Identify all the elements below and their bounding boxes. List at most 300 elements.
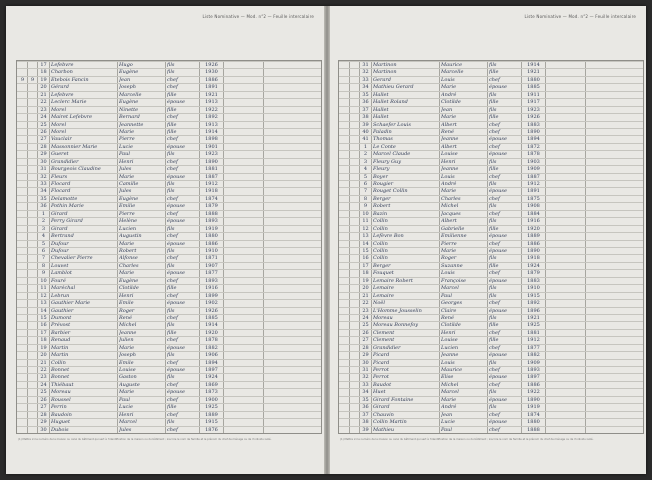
person-number-cell: 3 [41,225,46,232]
first-name-cell: Jeannette [119,121,144,128]
surname-cell: Picard [373,352,390,359]
situation-cell: épouse [167,300,185,307]
surname-cell: Thiébaut [51,381,74,388]
situation-cell: épouse [489,248,507,254]
person-number-cell: 10 [362,210,369,217]
situation-cell: fils [489,218,497,225]
surname-cell: Mairet Lefebvre [51,114,93,121]
first-name-cell: André [441,181,457,188]
register-row [17,426,321,434]
situation-cell: fille [489,166,499,173]
situation-cell: fils [167,419,175,426]
situation-cell: épouse [489,419,507,426]
person-number-cell: 27 [40,404,47,411]
birth-year-cell: 1913 [205,99,218,106]
person-number-cell: 16 [362,255,369,262]
birth-year-cell: 1917 [527,99,540,106]
person-number-cell: 31 [362,367,369,374]
person-number-cell: 27 [362,337,369,344]
situation-cell: fille [489,69,499,76]
person-number-cell: 10 [40,277,47,284]
birth-year-cell: 1885 [205,314,218,321]
surname-cell: Le Conte [373,143,396,150]
surname-cell: Dufour [51,248,69,254]
person-number-cell: 34 [362,84,369,91]
first-name-cell: Emile [119,359,134,366]
birth-year-cell: 1874 [205,195,218,202]
person-number-cell: 14 [362,240,369,247]
person-number-cell: 39 [362,121,369,128]
birth-year-cell: 1909 [527,166,540,173]
birth-year-cell: 1923 [527,106,540,113]
person-number-cell: 4 [363,166,368,173]
situation-cell: épouse [489,233,507,240]
person-number-cell: 15 [40,314,47,321]
person-number-cell: 24 [40,114,47,121]
person-number-cell: 36 [40,203,47,210]
person-number-cell: 9 [363,203,368,210]
situation-cell: chef [167,210,178,217]
situation-cell: chef [167,76,178,83]
birth-year-cell: 1897 [205,367,218,374]
surname-cell: Picard [373,359,390,366]
first-name-cell: Bernard [119,114,140,121]
person-number-cell: 37 [362,411,369,418]
birth-year-cell: 1900 [205,396,218,403]
surname-cell: Schaefer Louis [373,121,411,128]
first-name-cell: Marcel [119,419,137,426]
right-footer-note: (1) Mettre ici le numéro de la maison ou celui du bâtiment qui sert à l'identification de la maison ou du bâtiment ; inscrire le nom de famille et le prénom du chef de ménage ou de l'individu isolé. [340,438,594,441]
birth-year-cell: 1922 [527,389,540,396]
person-number-cell: 3 [363,158,368,165]
surname-cell: Leclerc Marie [51,99,87,106]
surname-cell: Baudot [373,381,392,388]
first-name-cell: Lucie [119,404,133,411]
first-name-cell: René [441,128,454,135]
situation-cell: fille [489,99,499,106]
birth-year-cell: 1893 [527,367,540,374]
person-number-cell: 28 [362,344,369,351]
first-name-cell: René [119,314,132,321]
person-number-cell: 18 [40,337,47,344]
first-name-cell: Joseph [119,352,136,359]
person-number-cell: 36 [362,99,369,106]
person-number-cell: 37 [362,106,369,113]
person-number-cell: 5 [363,173,368,180]
birth-year-cell: 1909 [527,359,540,366]
surname-cell: Chevalier Pierre [51,255,93,262]
first-name-cell: Roger [119,307,135,314]
surname-cell: Vauclair [51,136,72,143]
situation-cell: fils [489,359,497,366]
nationality-cell [225,427,262,434]
person-number-cell: 27 [40,136,47,143]
first-name-cell: Louis [441,76,455,83]
first-name-cell: Charles [119,262,139,269]
binding-gutter [324,6,330,474]
surname-cell: Baudoin [51,411,72,418]
situation-cell: épouse [489,151,507,158]
birth-year-cell: 1919 [205,225,218,232]
birth-year-cell: 1894 [527,136,540,143]
first-name-cell: Pierre [119,136,135,143]
situation-cell: fille [167,404,177,411]
situation-cell: fils [167,188,175,195]
person-number-cell: 28 [40,143,47,150]
person-number-cell: 14 [40,307,47,314]
birth-year-cell: 1921 [205,91,218,98]
person-number-cell: 30 [40,426,47,433]
surname-cell: Fouquet [373,270,394,277]
first-name-cell: Marie [119,173,135,180]
profession-cell [587,427,642,434]
surname-cell: Huet [373,389,386,396]
situation-cell: fils [489,389,497,396]
birth-year-cell: 1915 [527,292,540,299]
situation-cell: fille [167,329,177,336]
surname-cell: Lemaire [373,292,394,299]
situation-cell: chef [167,255,178,262]
first-name-cell: Charles [441,195,461,202]
surname-cell: Rouget Collin [373,188,408,195]
surname-cell: Morel [51,106,67,113]
person-number-cell: 15 [362,248,369,254]
household-number-cell: 9 [30,76,35,83]
surname-cell: Moreau [373,314,393,321]
birth-year-cell: 1897 [527,374,540,381]
person-number-cell: 26 [40,396,47,403]
birth-year-cell: 1892 [527,300,540,307]
person-number-cell: 20 [40,84,47,91]
surname-cell: Collin [373,255,388,262]
situation-cell: épouse [167,270,185,277]
person-number-cell: 21 [40,359,47,366]
person-number-cell: 16 [40,322,47,329]
person-number-cell: 17 [40,62,47,68]
situation-cell: chef [489,344,500,351]
surname-cell: Massonnier Marie [51,143,98,150]
person-number-cell: 19 [362,277,369,284]
surname-cell: L'Homme Jousselin [373,307,422,314]
situation-cell: fils [167,62,175,68]
person-number-cell: 32 [40,173,47,180]
person-number-cell: 7 [41,255,46,262]
person-number-cell: 33 [362,381,369,388]
surname-cell: Renaud [51,337,71,344]
surname-cell: Dufour [51,240,69,247]
person-number-cell: 2 [41,218,46,225]
first-name-cell: Louis [441,270,455,277]
situation-cell: fils [167,69,175,76]
surname-cell: Marcel Claude [373,151,411,158]
surname-cell: Prévost [51,322,71,329]
situation-cell: épouse [167,143,185,150]
first-name-cell: Albert [441,143,457,150]
birth-year-cell: 1907 [205,262,218,269]
first-name-cell: René [441,314,454,321]
situation-cell: épouse [167,173,185,180]
situation-cell: fille [489,262,499,269]
household-number-cell [351,427,358,434]
surname-cell: Bertrand [51,233,74,240]
birth-year-cell: 1912 [527,181,540,188]
birth-year-cell: 1891 [205,84,218,91]
surname-cell: Lefebvre [51,62,74,68]
birth-year-cell: 1894 [205,359,218,366]
birth-year-cell: 1882 [205,344,218,351]
surname-cell: Lebrun [51,292,70,299]
situation-cell: chef [489,210,500,217]
situation-cell: chef [167,411,178,418]
birth-year-cell: 1885 [527,84,540,91]
situation-cell: chef [489,128,500,135]
person-number-cell: 26 [362,329,369,336]
situation-cell: chef [167,426,178,433]
surname-cell: Mathieu Gerard [373,84,414,91]
situation-cell: fils [167,225,175,232]
surname-cell: Clement [373,329,395,336]
first-name-cell: Albert [441,218,457,225]
first-name-cell: Louis [441,173,455,180]
first-name-cell: Marcelle [119,91,142,98]
situation-cell: chef [489,173,500,180]
birth-year-cell: 1896 [527,307,540,314]
birth-year-cell: 1890 [527,396,540,403]
birth-year-cell: 1881 [527,329,540,336]
first-name-cell: Jules [119,426,132,433]
situation-cell: chef [167,233,178,240]
surname-cell: Flocard [51,188,71,195]
first-name-cell: Jeanne [441,352,459,359]
birth-year-cell: 1918 [205,188,218,195]
person-number-cell: 33 [40,181,47,188]
person-number-cell: 13 [362,233,369,240]
person-number-cell: 25 [362,322,369,329]
situation-cell: chef [489,195,500,202]
person-number-cell: 22 [40,367,47,374]
situation-cell: fils [167,322,175,329]
birth-year-cell: 1910 [527,285,540,292]
first-name-cell: Louis [441,359,455,366]
situation-cell: chef [489,270,500,277]
situation-cell: épouse [167,99,185,106]
first-name-cell: Marcel [441,389,459,396]
birth-year-cell: 1883 [527,121,540,128]
person-number-cell: 7 [363,188,368,195]
first-name-cell: Gaston [119,374,137,381]
person-number-cell: 18 [362,270,369,277]
person-number-cell: 19 [40,344,47,351]
birth-year-cell: 1898 [205,136,218,143]
first-name-cell: Jeanne [441,136,459,143]
situation-cell: épouse [167,367,185,374]
situation-cell: chef [167,136,178,143]
first-name-cell: Marie [119,344,135,351]
situation-cell: fille [167,106,177,113]
birth-year-cell: 1930 [205,69,218,76]
nationality-cell [547,427,584,434]
first-name-cell: Eugène [119,99,139,106]
left-footer-note: (1) Mettre ici le numéro de la maison ou celui du bâtiment qui sert à l'identification de la maison ou du bâtiment ; inscrire le nom de famille et le prénom du chef de ménage ou de l'individu isolé. [18,438,272,441]
birth-year-cell: 1925 [205,404,218,411]
situation-cell: chef [167,277,178,284]
surname-cell: Girard Fontaine [373,396,414,403]
surname-cell: Grandidier [373,344,401,351]
situation-cell: épouse [489,307,507,314]
birth-year-cell: 1923 [205,151,218,158]
birth-year-cell: 1888 [527,426,540,433]
surname-cell: Girard [373,404,390,411]
person-number-cell: 29 [362,352,369,359]
first-name-cell: Jean [119,76,131,83]
birth-year-cell: 1893 [205,277,218,284]
situation-cell: fils [167,352,175,359]
house-number-cell [341,427,348,434]
person-number-cell: 24 [40,381,47,388]
situation-cell: fils [167,262,175,269]
person-number-cell: 19 [40,76,47,83]
surname-cell: Hallet [373,106,389,113]
surname-cell: Fleurs [51,173,68,180]
first-name-cell: Julien [119,337,134,344]
first-name-cell: Pierre [441,240,457,247]
person-number-cell: 26 [40,128,47,135]
right-register-grid [338,60,644,434]
birth-year-cell: 1903 [527,158,540,165]
first-name-cell: Clotilde [441,322,461,329]
person-number-cell: 34 [40,188,47,195]
surname-cell: Gueret [51,151,69,158]
birth-year-cell: 1926 [205,62,218,68]
birth-year-cell: 1889 [205,411,218,418]
first-name-cell: Paul [441,292,452,299]
birth-year-cell: 1922 [205,106,218,113]
first-name-cell: Paul [119,151,130,158]
birth-year-cell: 1886 [527,240,540,247]
person-number-cell: 11 [362,218,369,225]
first-name-cell: Henri [119,411,134,418]
situation-cell: fils [489,314,497,321]
first-name-cell: Louise [119,367,136,374]
surname-cell: Martin [51,344,69,351]
birth-year-cell: 1918 [527,255,540,262]
surname-cell: Collin [373,225,388,232]
birth-year-cell: 1871 [205,255,218,262]
surname-cell: Girard [51,225,68,232]
birth-year-cell: 1874 [527,411,540,418]
surname-cell: Lemaire Robert [373,277,413,284]
situation-cell: chef [167,381,178,388]
situation-cell: chef [167,396,178,403]
surname-cell: Gérard [51,84,69,91]
birth-year-cell: 1920 [527,225,540,232]
birth-year-cell: 1915 [205,419,218,426]
birth-year-cell: 1921 [527,314,540,321]
birth-year-cell: 1882 [527,352,540,359]
person-number-cell: 35 [40,195,47,202]
birth-year-cell: 1901 [205,143,218,150]
first-name-cell: Eugène [119,69,139,76]
first-name-cell: Camille [119,181,139,188]
person-number-cell: 12 [40,292,47,299]
left-page [10,6,324,474]
situation-cell: fils [489,91,497,98]
left-register-grid [16,60,322,434]
situation-cell: chef [489,76,500,83]
surname-cell: Fleury Guy [373,158,402,165]
birth-year-cell: 1906 [205,352,218,359]
situation-cell: chef [167,195,178,202]
birth-year-cell: 1892 [205,114,218,121]
person-number-cell: 6 [41,248,46,254]
situation-cell: fils [489,106,497,113]
first-name-cell: Roger [441,255,457,262]
surname-cell: Lamblot [51,270,72,277]
person-number-cell: 29 [40,151,47,158]
birth-year-cell: 1890 [527,248,540,254]
first-name-cell: Louise [441,337,458,344]
surname-cell: Thomas [373,136,393,143]
surname-cell: Louvet [51,262,69,269]
surname-cell: Moreau Bonnefoy [373,322,419,329]
register-spread [6,6,646,474]
situation-cell: chef [167,158,178,165]
situation-cell: chef [489,121,500,128]
surname-cell: Hallet [373,114,389,121]
first-name-cell: Henri [119,292,134,299]
situation-cell: chef [489,143,500,150]
person-number-cell: 20 [362,285,369,292]
birth-year-cell: 1886 [205,240,218,247]
person-number-cell: 21 [40,91,47,98]
situation-cell: fille [489,322,499,329]
situation-cell: épouse [489,188,507,195]
surname-cell: Martin [51,352,69,359]
first-name-cell: Lucie [441,419,455,426]
situation-cell: épouse [167,203,185,210]
situation-cell: chef [489,329,500,336]
situation-cell: fille [167,91,177,98]
surname-cell: Charbon [51,69,73,76]
birth-year-cell: 1878 [205,337,218,344]
first-name-cell: Françoise [441,277,466,284]
birth-year-cell: 1888 [205,210,218,217]
surname-cell: Collin [373,248,388,254]
person-number-cell: 23 [40,106,47,113]
person-number-cell: 25 [40,389,47,396]
person-number-cell: 32 [362,69,369,76]
situation-cell: épouse [167,344,185,351]
first-name-cell: Ninette [119,106,139,113]
first-name-cell: Emilie [119,203,136,210]
situation-cell: épouse [167,218,185,225]
birth-year-cell: 1886 [527,381,540,388]
first-name-cell: Augustin [119,233,142,240]
birth-year-cell: 1880 [527,419,540,426]
first-name-cell: Clotilde [441,99,461,106]
first-name-cell: Marie [119,240,135,247]
person-number-cell: 38 [362,114,369,121]
surname-cell: Martinon [373,69,397,76]
situation-cell: chef [167,166,178,173]
person-number-cell: 31 [362,62,369,68]
surname-cell: Boyer [373,173,388,180]
birth-year-cell: 1908 [527,203,540,210]
surname-cell: Bazin [373,210,388,217]
situation-cell: chef [167,314,178,321]
person-number-cell: 39 [362,426,369,433]
first-name-cell: Jean [441,411,453,418]
